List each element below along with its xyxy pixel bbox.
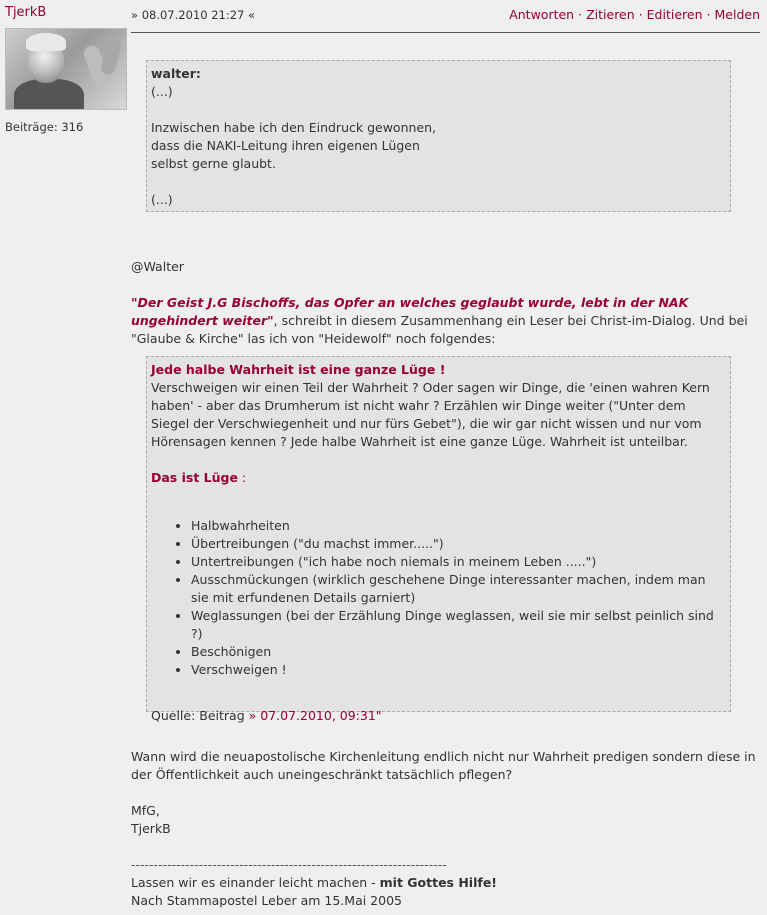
post-content [131, 60, 760, 910]
avatar[interactable] [5, 28, 127, 110]
quote-author: walter: [151, 66, 201, 81]
lie-list [151, 517, 726, 679]
subheading-line: Das ist Lüge : [151, 470, 247, 485]
signature-name: TjerkB [131, 821, 171, 836]
list-item: • Halbwahrheiten [191, 517, 726, 535]
regards: MfG, [131, 803, 160, 818]
post-actions: Antworten · Zitieren · Editieren · Melden [509, 7, 760, 22]
intro-rest: , schreibt in diesem Zusammenhang ein Leser bei Christ-im-Dialog. Und bei "Glaube & Kirche" las ich von "Heidewolf" noch folgendes: [131, 313, 748, 346]
signature-divider: ---------------------------------------------------------------------- [131, 857, 447, 872]
list-item: • Übertreibungen ("du machst immer.....") [191, 535, 726, 553]
post-date: » 08.07.2010 21:27 « [131, 8, 256, 22]
greeting: @Walter [131, 259, 184, 274]
quote-heading: Jede halbe Wahrheit ist eine ganze Lüge ! [151, 362, 446, 377]
list-item: • Ausschmückungen (wirklich geschehene Dinge interessanter machen, indem man sie mit erfundenen Details garniert) [191, 571, 726, 607]
quote-line: (...) [151, 84, 173, 99]
list-item: • Untertreibungen ("ich habe noch niemals in meinem Leben .....") [191, 553, 726, 571]
list-item: • Weglassungen (bei der Erzählung Dinge weglassen, weil sie mir selbst peinlich sind ?) [191, 607, 726, 643]
quote-line: (...) [151, 192, 173, 207]
quote-line: selbst gerne glaubt. [151, 156, 276, 171]
subheading: Das ist Lüge [151, 470, 238, 485]
source-link[interactable]: » 07.07.2010, 09:31" [248, 708, 382, 723]
user-sidebar [5, 4, 125, 136]
edit-link[interactable]: Editieren [646, 7, 703, 22]
intro-paragraph [131, 294, 760, 348]
signature-line-1: Lassen wir es einander leicht machen - mit Gottes Hilfe! [131, 875, 497, 890]
intro-quote: "Der Geist J.G Bischoffs, das Opfer an welches geglaubt wurde, lebt in der NAK ungehindert weiter" [131, 295, 689, 328]
closing-question: Wann wird die neuapostolische Kirchenleitung endlich nicht nur Wahrheit predigen sondern diese in der Öffentlichkeit auch uneingeschränkt tatsächlich pflegen? [131, 749, 756, 782]
signature-line-2: Nach Stammapostel Leber am 15.Mai 2005 [131, 893, 402, 908]
quote-line: dass die NAKI-Leitung ihren eigenen Lügen [151, 138, 420, 153]
username-link[interactable]: TjerkB [5, 5, 47, 20]
report-link[interactable]: Melden [714, 7, 760, 22]
source-line: Quelle: Beitrag » 07.07.2010, 09:31" [151, 708, 382, 723]
list-item: • Beschönigen [191, 643, 726, 661]
post-header [131, 4, 760, 33]
quote-heidewolf [146, 356, 731, 723]
reply-link[interactable]: Antworten [509, 7, 575, 22]
quote-paragraph: Verschweigen wir einen Teil der Wahrheit ? Oder sagen wir Dinge, die 'einen wahren Kern haben' - aber das Drumherum ist nicht wahr ? Erzählen wir Dinge weiter ("Unter dem Siegel der Verschwiegenheit und nur fürs Gebet"), die wir gar nicht wissen und nur vom Hörensagen kennen ? Jede halbe Wahrheit ist eine ganze Lüge. Wahrheit ist unteilbar. [151, 380, 710, 449]
quote-link[interactable]: Zitieren [586, 7, 635, 22]
post-count: Beiträge: 316 [5, 120, 84, 134]
list-item: • Verschweigen ! [191, 661, 726, 679]
quote-walter [146, 60, 731, 212]
quote-line: Inzwischen habe ich den Eindruck gewonnen, [151, 120, 437, 135]
